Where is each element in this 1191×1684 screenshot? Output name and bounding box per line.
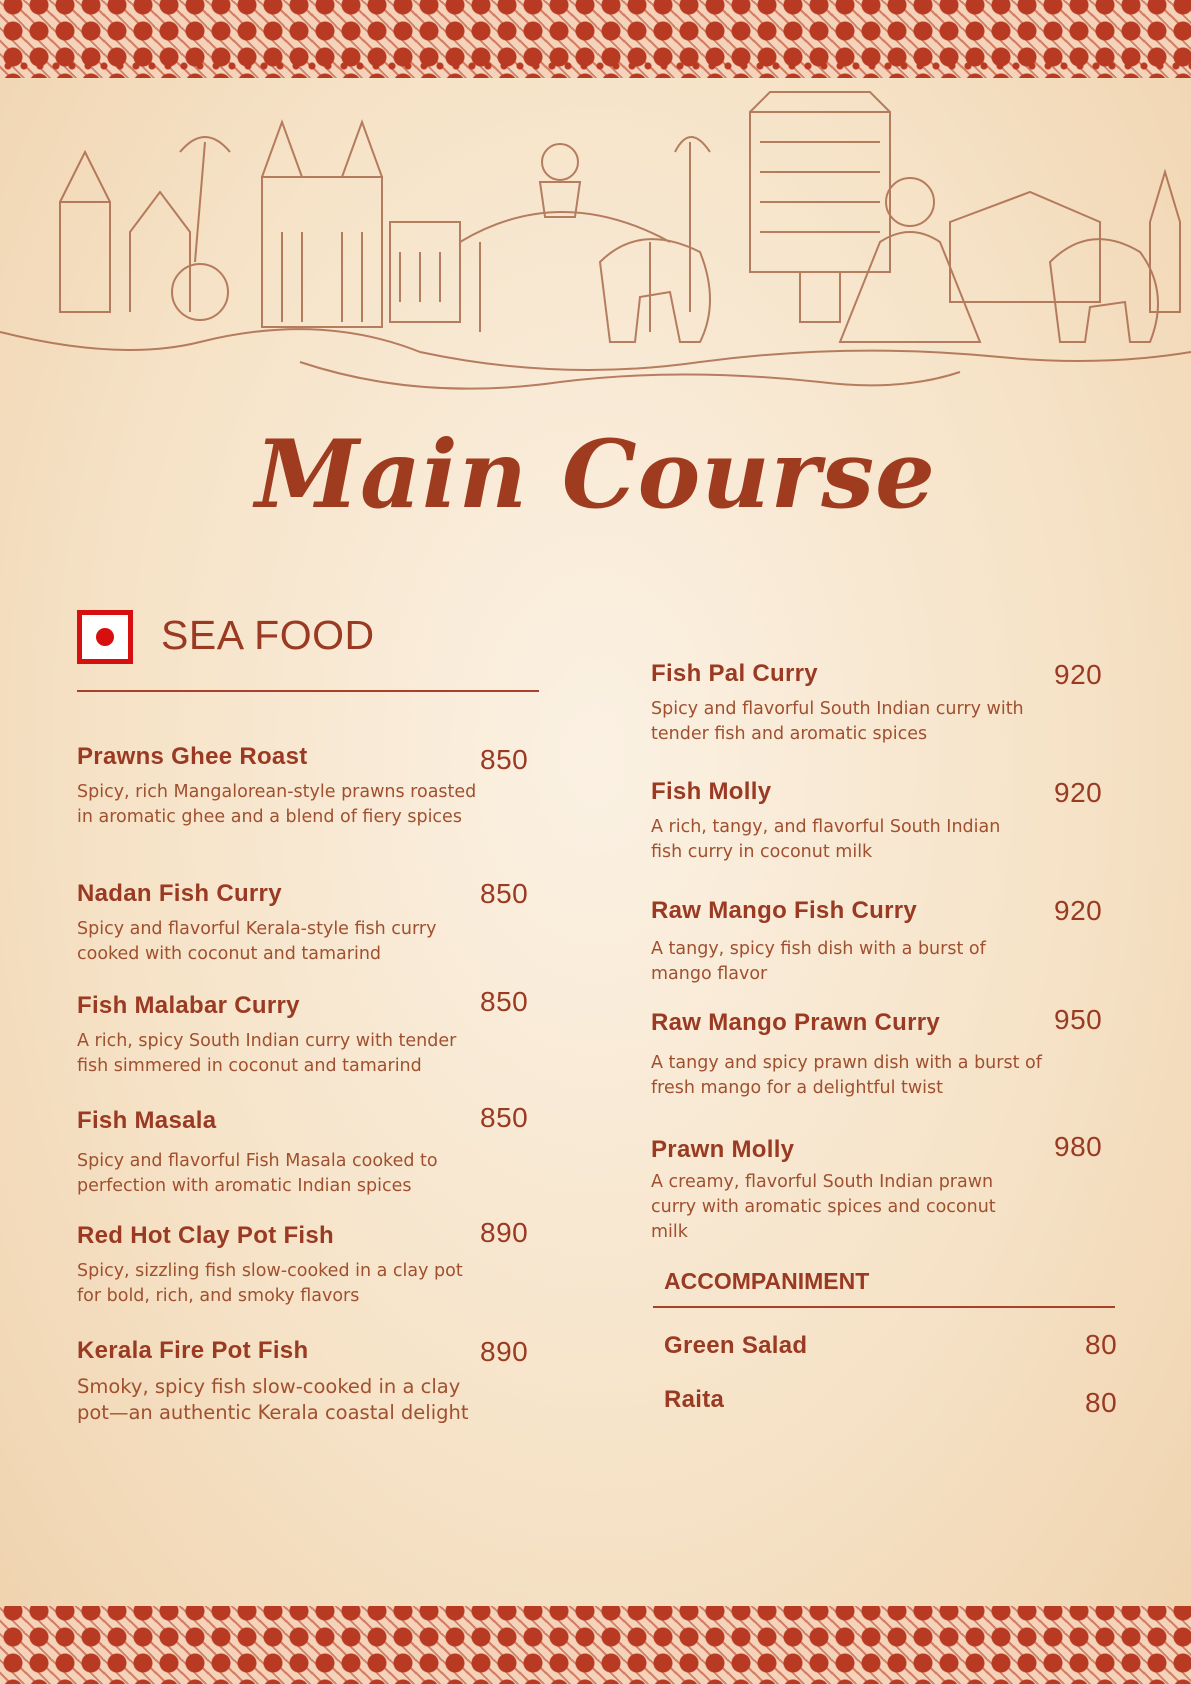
menu-item-name: Nadan Fish Curry (77, 880, 282, 907)
menu-item-name: Fish Molly (651, 778, 772, 805)
menu-item (651, 778, 1111, 865)
menu-item-price: 850 (480, 878, 529, 909)
menu-item (77, 743, 537, 830)
accompaniment-divider (653, 1306, 1115, 1308)
menu-item-price: 850 (480, 744, 529, 775)
menu-item (651, 660, 1111, 747)
menu-item-description: A creamy, flavorful South Indian prawn curry with aromatic spices and coconut milk (651, 1172, 996, 1242)
section-divider (77, 690, 539, 692)
kerala-skyline-illustration (0, 82, 1191, 442)
menu-item-price: 850 (480, 986, 529, 1017)
menu-item-price: 80 (1085, 1329, 1118, 1360)
menu-item-name: Green Salad (664, 1332, 808, 1359)
menu-item-name: Prawns Ghee Roast (77, 743, 308, 770)
menu-item-price: 920 (1054, 659, 1103, 690)
menu-item-description: A tangy, spicy fish dish with a burst of mango flavor (651, 939, 986, 984)
top-dot-row (0, 60, 1191, 72)
menu-item-description: A tangy and spicy prawn dish with a burst of fresh mango for a delightful twist (651, 1053, 1042, 1098)
section-heading: SEA FOOD (161, 612, 375, 658)
menu-item-price: 920 (1054, 777, 1103, 808)
page-title: Main Course (255, 420, 936, 530)
menu-item-price: 920 (1054, 895, 1103, 926)
menu-item-description: Spicy, sizzling fish slow-cooked in a clay pot for bold, rich, and smoky flavors (77, 1261, 463, 1306)
menu-item-name: Fish Malabar Curry (77, 992, 300, 1019)
menu-item-description: A rich, tangy, and flavorful South Indian fish curry in coconut milk (651, 817, 1001, 862)
accompaniment-item (664, 1332, 1124, 1360)
menu-item-description: Spicy and flavorful Fish Masala cooked to perfection with aromatic Indian spices (77, 1151, 438, 1196)
menu-item (651, 1136, 1111, 1245)
accompaniment-heading: ACCOMPANIMENT (664, 1268, 870, 1294)
menu-item-name: Raw Mango Prawn Curry (651, 1009, 941, 1036)
menu-item-price: 980 (1054, 1131, 1103, 1162)
menu-item (651, 897, 1111, 987)
menu-item-name: Fish Masala (77, 1107, 217, 1134)
bottom-floral-border (0, 1606, 1191, 1684)
menu-item-price: 890 (480, 1336, 529, 1367)
menu-item-name: Kerala Fire Pot Fish (77, 1337, 309, 1364)
menu-item (77, 1337, 537, 1426)
menu-item (77, 1222, 537, 1309)
menu-item-price: 80 (1085, 1387, 1118, 1418)
menu-item-description: Spicy and flavorful Kerala-style fish curry cooked with coconut and tamarind (77, 919, 437, 964)
menu-item-description: Smoky, spicy fish slow-cooked in a clay pot—an authentic Kerala coastal delight (77, 1375, 469, 1424)
menu-item-description: Spicy, rich Mangalorean-style prawns roasted in aromatic ghee and a blend of fiery spices (77, 782, 477, 827)
non-veg-mark-icon (77, 610, 133, 664)
menu-item-name: Raita (664, 1386, 725, 1413)
menu-item-price: 850 (480, 1102, 529, 1133)
accompaniment-item (664, 1386, 1124, 1414)
menu-item-price: 890 (480, 1217, 529, 1248)
menu-item-name: Prawn Molly (651, 1136, 795, 1163)
menu-item-name: Fish Pal Curry (651, 660, 818, 687)
menu-item-name: Red Hot Clay Pot Fish (77, 1222, 334, 1249)
menu-item-description: A rich, spicy South Indian curry with tender fish simmered in coconut and tamarind (77, 1031, 457, 1076)
menu-item (77, 1107, 537, 1199)
menu-item-name: Raw Mango Fish Curry (651, 897, 918, 924)
menu-item (77, 880, 537, 967)
menu-item (651, 1009, 1111, 1101)
menu-item (77, 992, 537, 1079)
menu-item-price: 950 (1054, 1004, 1103, 1035)
menu-item-description: Spicy and flavorful South Indian curry with tender fish and aromatic spices (651, 699, 1024, 744)
